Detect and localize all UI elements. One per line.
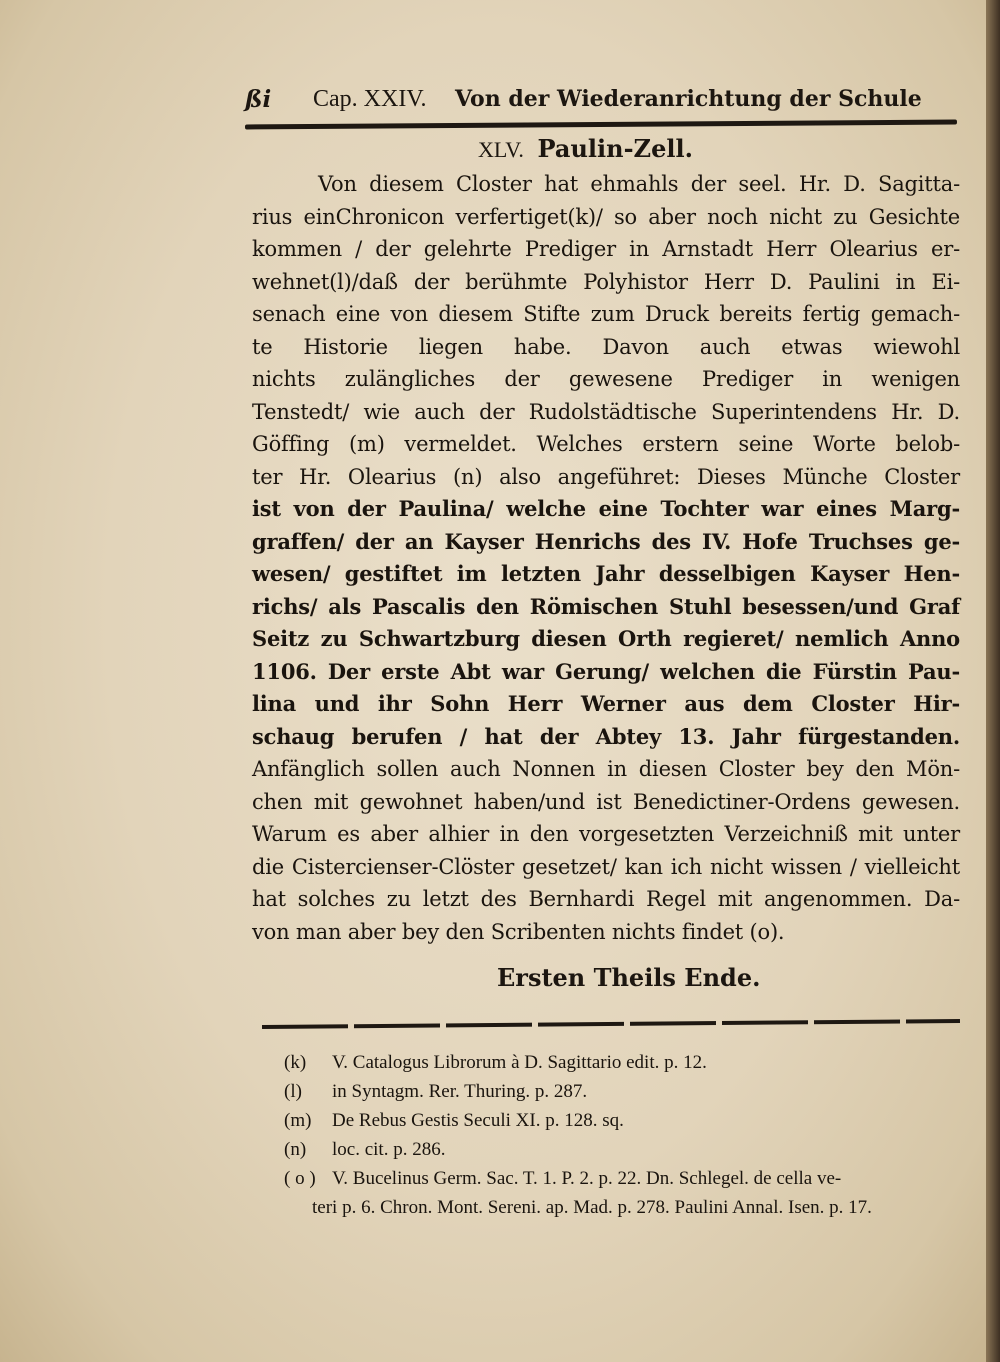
text-line: ter Hr. Olearius (n) also angeführet: Dieses Münche Closter xyxy=(252,464,960,489)
footnote-text: loc. cit. p. 286. xyxy=(332,1139,446,1160)
footnote xyxy=(284,1164,974,1193)
body-text xyxy=(252,168,960,948)
text-line: graffen/ der an Kayser Henrichs des IV. Hofe Truchses ge- xyxy=(252,528,960,554)
footnote-mark: (m) xyxy=(284,1110,312,1131)
chapter-label: Cap. XXIV. xyxy=(313,86,427,112)
text-line: wesen/ gestiftet im letzten Jahr desselbigen Kayser Hen- xyxy=(252,561,960,586)
section-title: Paulin-Zell. xyxy=(537,134,693,163)
text-line: Warum es aber alhier in den vorgesetzten Verzeichniß mit unter xyxy=(252,822,960,846)
footnote-text: De Rebus Gestis Seculi XI. p. 128. sq. xyxy=(332,1110,624,1131)
footnote-continuation xyxy=(284,1193,974,1222)
text-line: chen mit gewohnet haben/und ist Benedictiner-Ordens gewesen. xyxy=(252,789,960,814)
footnote-rule xyxy=(262,1019,960,1029)
footnote-text: V. Catalogus Librorum à D. Sagittario edit. p. 12. xyxy=(332,1052,707,1073)
footnote-mark: (k) xyxy=(284,1052,307,1073)
page-edge xyxy=(986,0,1000,1362)
text-line: rius einChronicon verfertiget(k)/ so aber noch nicht zu Gesichte xyxy=(252,204,960,229)
text-line: nichts zulängliches der gewesene Prediger in wenigen xyxy=(252,367,960,391)
text-line: te Historie liegen habe. Davon auch etwas wiewohl xyxy=(252,334,960,359)
text-line: schaug berufen / hat der Abtey 13. Jahr fürgestanden. xyxy=(252,723,960,749)
text-line: Tenstedt/ wie auch der Rudolstädtische Superintendens Hr. D. xyxy=(252,399,960,424)
footnote-text: V. Bucelinus Germ. Sac. T. 1. P. 2. p. 22. Dn. Schlegel. de cella ve- xyxy=(332,1168,842,1189)
footnote-mark: (l) xyxy=(284,1081,302,1102)
text-line: kommen / der gelehrte Prediger in Arnstadt Herr Olearius er- xyxy=(252,237,960,261)
footnote xyxy=(284,1135,974,1164)
footnote-mark: ( o ) xyxy=(284,1168,316,1189)
text-line: Göffing (m) vermeldet. Welches erstern seine Worte belob- xyxy=(252,432,960,456)
text-line: richs/ als Pascalis den Römischen Stuhl besessen/und Graf xyxy=(252,593,960,619)
text-line: lina und ihr Sohn Herr Werner aus dem Closter Hir- xyxy=(252,691,960,716)
text-line: ist von der Paulina/ welche eine Tochter war eines Marg- xyxy=(252,496,960,521)
text-line: wehnet(l)/daß der berühmte Polyhistor Herr D. Paulini in Ei- xyxy=(252,269,960,294)
text-line: Seitz zu Schwartzburg diesen Orth regieret/ nemlich Anno xyxy=(252,626,960,651)
footnote xyxy=(284,1048,974,1077)
footnote xyxy=(284,1077,974,1106)
text-line: die Cistercienser-Clöster gesetzet/ kan ich nicht wissen / vielleicht xyxy=(252,854,960,879)
footnote-mark: (n) xyxy=(284,1139,307,1160)
text-line: von man aber bey den Scribenten nichts findet (o). xyxy=(252,919,785,944)
footnote-text: in Syntagm. Rer. Thuring. p. 287. xyxy=(332,1081,588,1102)
footnotes xyxy=(284,1048,974,1222)
text-line: Von diesem Closter hat ehmahls der seel. Hr. D. Sagitta- xyxy=(318,172,960,196)
text-line: Anfänglich sollen auch Nonnen in diesen Closter bey den Mön- xyxy=(252,757,960,781)
section-number: XLV. xyxy=(478,137,524,162)
text-line: senach eine von diesem Stifte zum Druck bereits fertig gemach- xyxy=(252,302,960,326)
text-line: 1106. Der erste Abt war Gerung/ welchen die Fürstin Pau- xyxy=(252,658,960,684)
running-title: Von der Wiederanrichtung der Schule xyxy=(455,86,922,112)
footnote xyxy=(284,1106,974,1135)
section-heading xyxy=(478,134,693,163)
text-line: hat solches zu letzt des Bernhardi Regel mit angenommen. Da- xyxy=(252,887,960,911)
footnote-text: teri p. 6. Chron. Mont. Sereni. ap. Mad. p. 278. Paulini Annal. Isen. p. 17. xyxy=(312,1197,872,1218)
page-number: ßi xyxy=(245,86,272,113)
part-ending: Ersten Theils Ende. xyxy=(497,963,761,992)
